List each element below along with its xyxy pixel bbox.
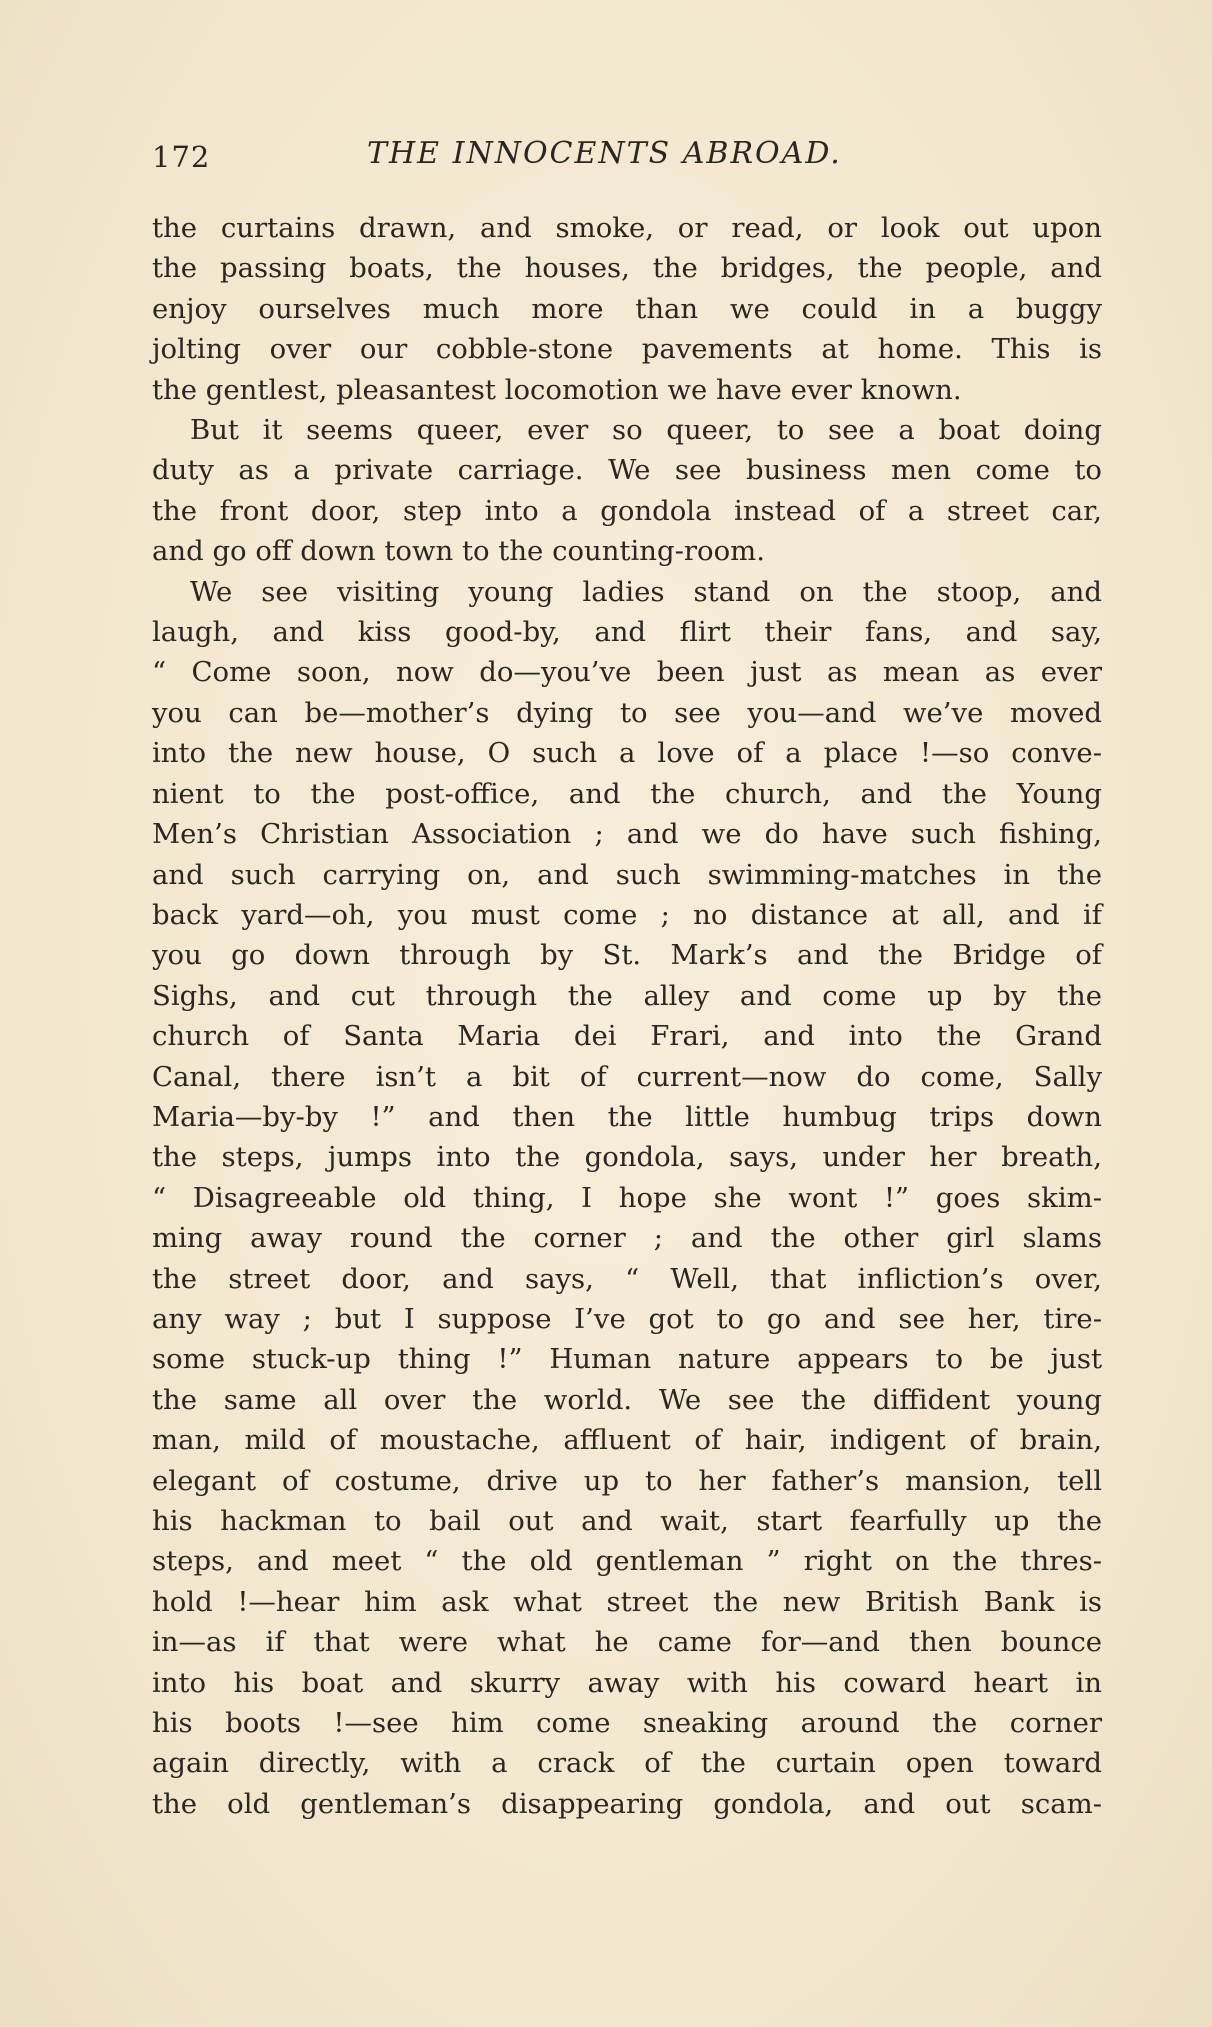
text-line: jolting over our cobble-stone pavements at home. This is [152,333,1102,366]
text-line: the gentlest, pleasantest locomotion we have ever known. [152,373,962,406]
text-line: and such carrying on, and such swimming-matches in the [152,858,1102,891]
text-line: the curtains drawn, and smoke, or read, or look out upon [152,212,1102,244]
text-line: nient to the post-office, and the church, and the Young [152,777,1102,810]
text-line: his hackman to bail out and wait, start fearfully up the [152,1505,1102,1537]
text-line: the same all over the world. We see the diffident young [152,1383,1102,1416]
text-line: you go down through by St. Mark’s and the Bridge of [152,939,1102,972]
body-text [152,208,1102,1824]
text-line: the old gentleman’s disappearing gondola, and out scam- [152,1787,1102,1820]
running-title: THE INNOCENTS ABROAD. [367,136,842,171]
text-line: into his boat and skurry away with his coward heart in [152,1666,1102,1699]
text-line: Sighs, and cut through the alley and come up by the [152,979,1102,1012]
text-line: the passing boats, the houses, the bridges, the people, and [152,252,1102,285]
text-line: hold !—hear him ask what street the new British Bank is [152,1585,1102,1618]
text-line: the front door, step into a gondola instead of a street car, [152,494,1102,527]
text-line: back yard—oh, you must come ; no distance at all, and if [152,898,1102,931]
text-line: laugh, and kiss good-by, and flirt their fans, and say, [152,616,1102,649]
page-header [152,136,1112,186]
text-line: Canal, there isn’t a bit of current—now do come, Sally [152,1060,1102,1093]
text-line: steps, and meet “ the old gentleman ” right on the thres- [152,1545,1102,1578]
text-line: the steps, jumps into the gondola, says, under her breath, [152,1141,1102,1174]
text-line: you can be—mother’s dying to see you—and we’ve moved [152,696,1102,729]
text-line: duty as a private carriage. We see business men come to [152,454,1102,487]
text-line: and go off down town to the counting-room. [152,535,765,568]
text-line: any way ; but I suppose I’ve got to go and see her, tire- [152,1302,1102,1335]
text-line: “ Disagreeable old thing, I hope she wont !” goes skim- [152,1181,1102,1214]
text-line: Maria—by-by !” and then the little humbug trips down [152,1100,1102,1133]
text-line: some stuck-up thing !” Human nature appears to be just [152,1343,1102,1376]
text-line: man, mild of moustache, affluent of hair, indigent of brain, [152,1424,1102,1457]
page-number: 172 [152,140,211,174]
text-line: elegant of costume, drive up to her father’s mansion, tell [152,1464,1102,1497]
text-line: ming away round the corner ; and the other girl slams [152,1222,1102,1255]
text-line: into the new house, O such a love of a place !—so conve- [152,737,1102,770]
text-line: the street door, and says, “ Well, that infliction’s over, [152,1262,1102,1295]
text-line: again directly, with a crack of the curtain open toward [152,1747,1102,1780]
text-line: enjoy ourselves much more than we could in a buggy [152,292,1102,325]
text-line: church of Santa Maria dei Frari, and into the Grand [152,1020,1102,1053]
text-line: But it seems queer, ever so queer, to see a boat doing [190,414,1102,447]
text-line: his boots !—see him come sneaking around the corner [152,1707,1102,1740]
text-line: in—as if that were what he came for—and then bounce [152,1626,1102,1659]
text-line: “ Come soon, now do—you’ve been just as mean as ever [152,656,1102,689]
text-line: We see visiting young ladies stand on the stoop, and [190,575,1102,608]
text-line: Men’s Christian Association ; and we do have such fishing, [152,818,1102,851]
